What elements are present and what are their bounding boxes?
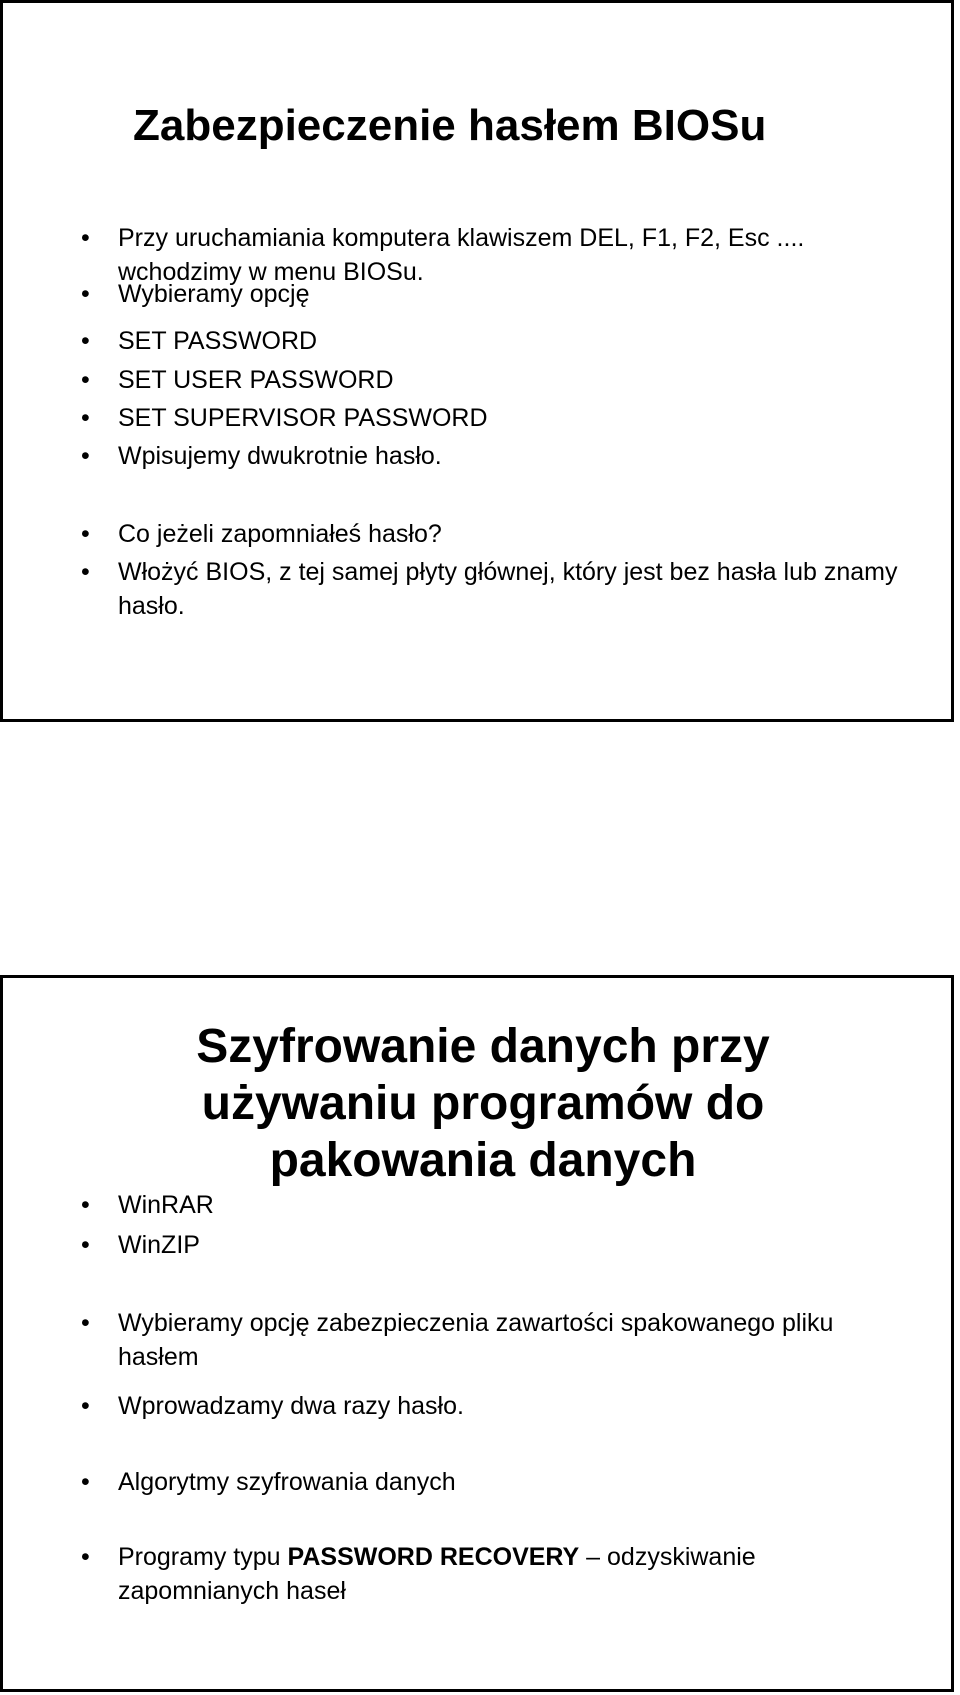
list-item: • Algorytmy szyfrowania danych	[118, 1465, 918, 1499]
list-item	[118, 1540, 918, 1608]
title-line: używaniu programów do	[201, 1077, 765, 1130]
slide-archive-encryption	[0, 975, 954, 1692]
bullet-text: – odzyskiwanie zapomnianych haseł	[118, 1543, 756, 1605]
list-item: • WinRAR	[118, 1188, 918, 1222]
slide-title: Zabezpieczenie hasłem BIOSu	[133, 101, 767, 150]
slide-bios-password	[0, 0, 954, 722]
list-item: • Wybieramy opcję	[118, 277, 918, 311]
slide-title	[163, 1018, 803, 1189]
list-item: • Włożyć BIOS, z tej samej płyty głównej, który jest bez hasła lub znamy hasło.	[118, 555, 918, 623]
list-item: • WinZIP	[118, 1228, 918, 1262]
bullet-bold-text: PASSWORD RECOVERY	[287, 1543, 580, 1571]
bullet-text: Programy typu	[118, 1543, 288, 1571]
title-line: Szyfrowanie danych przy	[196, 1020, 770, 1073]
list-item: • Wpisujemy dwukrotnie hasło.	[118, 439, 918, 473]
title-line: pakowania danych	[269, 1134, 697, 1187]
list-item: • SET PASSWORD	[118, 324, 918, 358]
list-item: • Wprowadzamy dwa razy hasło.	[118, 1389, 918, 1423]
list-item: • SET USER PASSWORD	[118, 363, 918, 397]
list-item: • Wybieramy opcję zabezpieczenia zawartości spakowanego pliku hasłem	[118, 1306, 918, 1374]
list-item: • Przy uruchamiania komputera klawiszem DEL, F1, F2, Esc .... wchodzimy w menu BIOSu.	[118, 221, 918, 289]
list-item: • Co jeżeli zapomniałeś hasło?	[118, 517, 918, 551]
list-item: • SET SUPERVISOR PASSWORD	[118, 401, 918, 435]
